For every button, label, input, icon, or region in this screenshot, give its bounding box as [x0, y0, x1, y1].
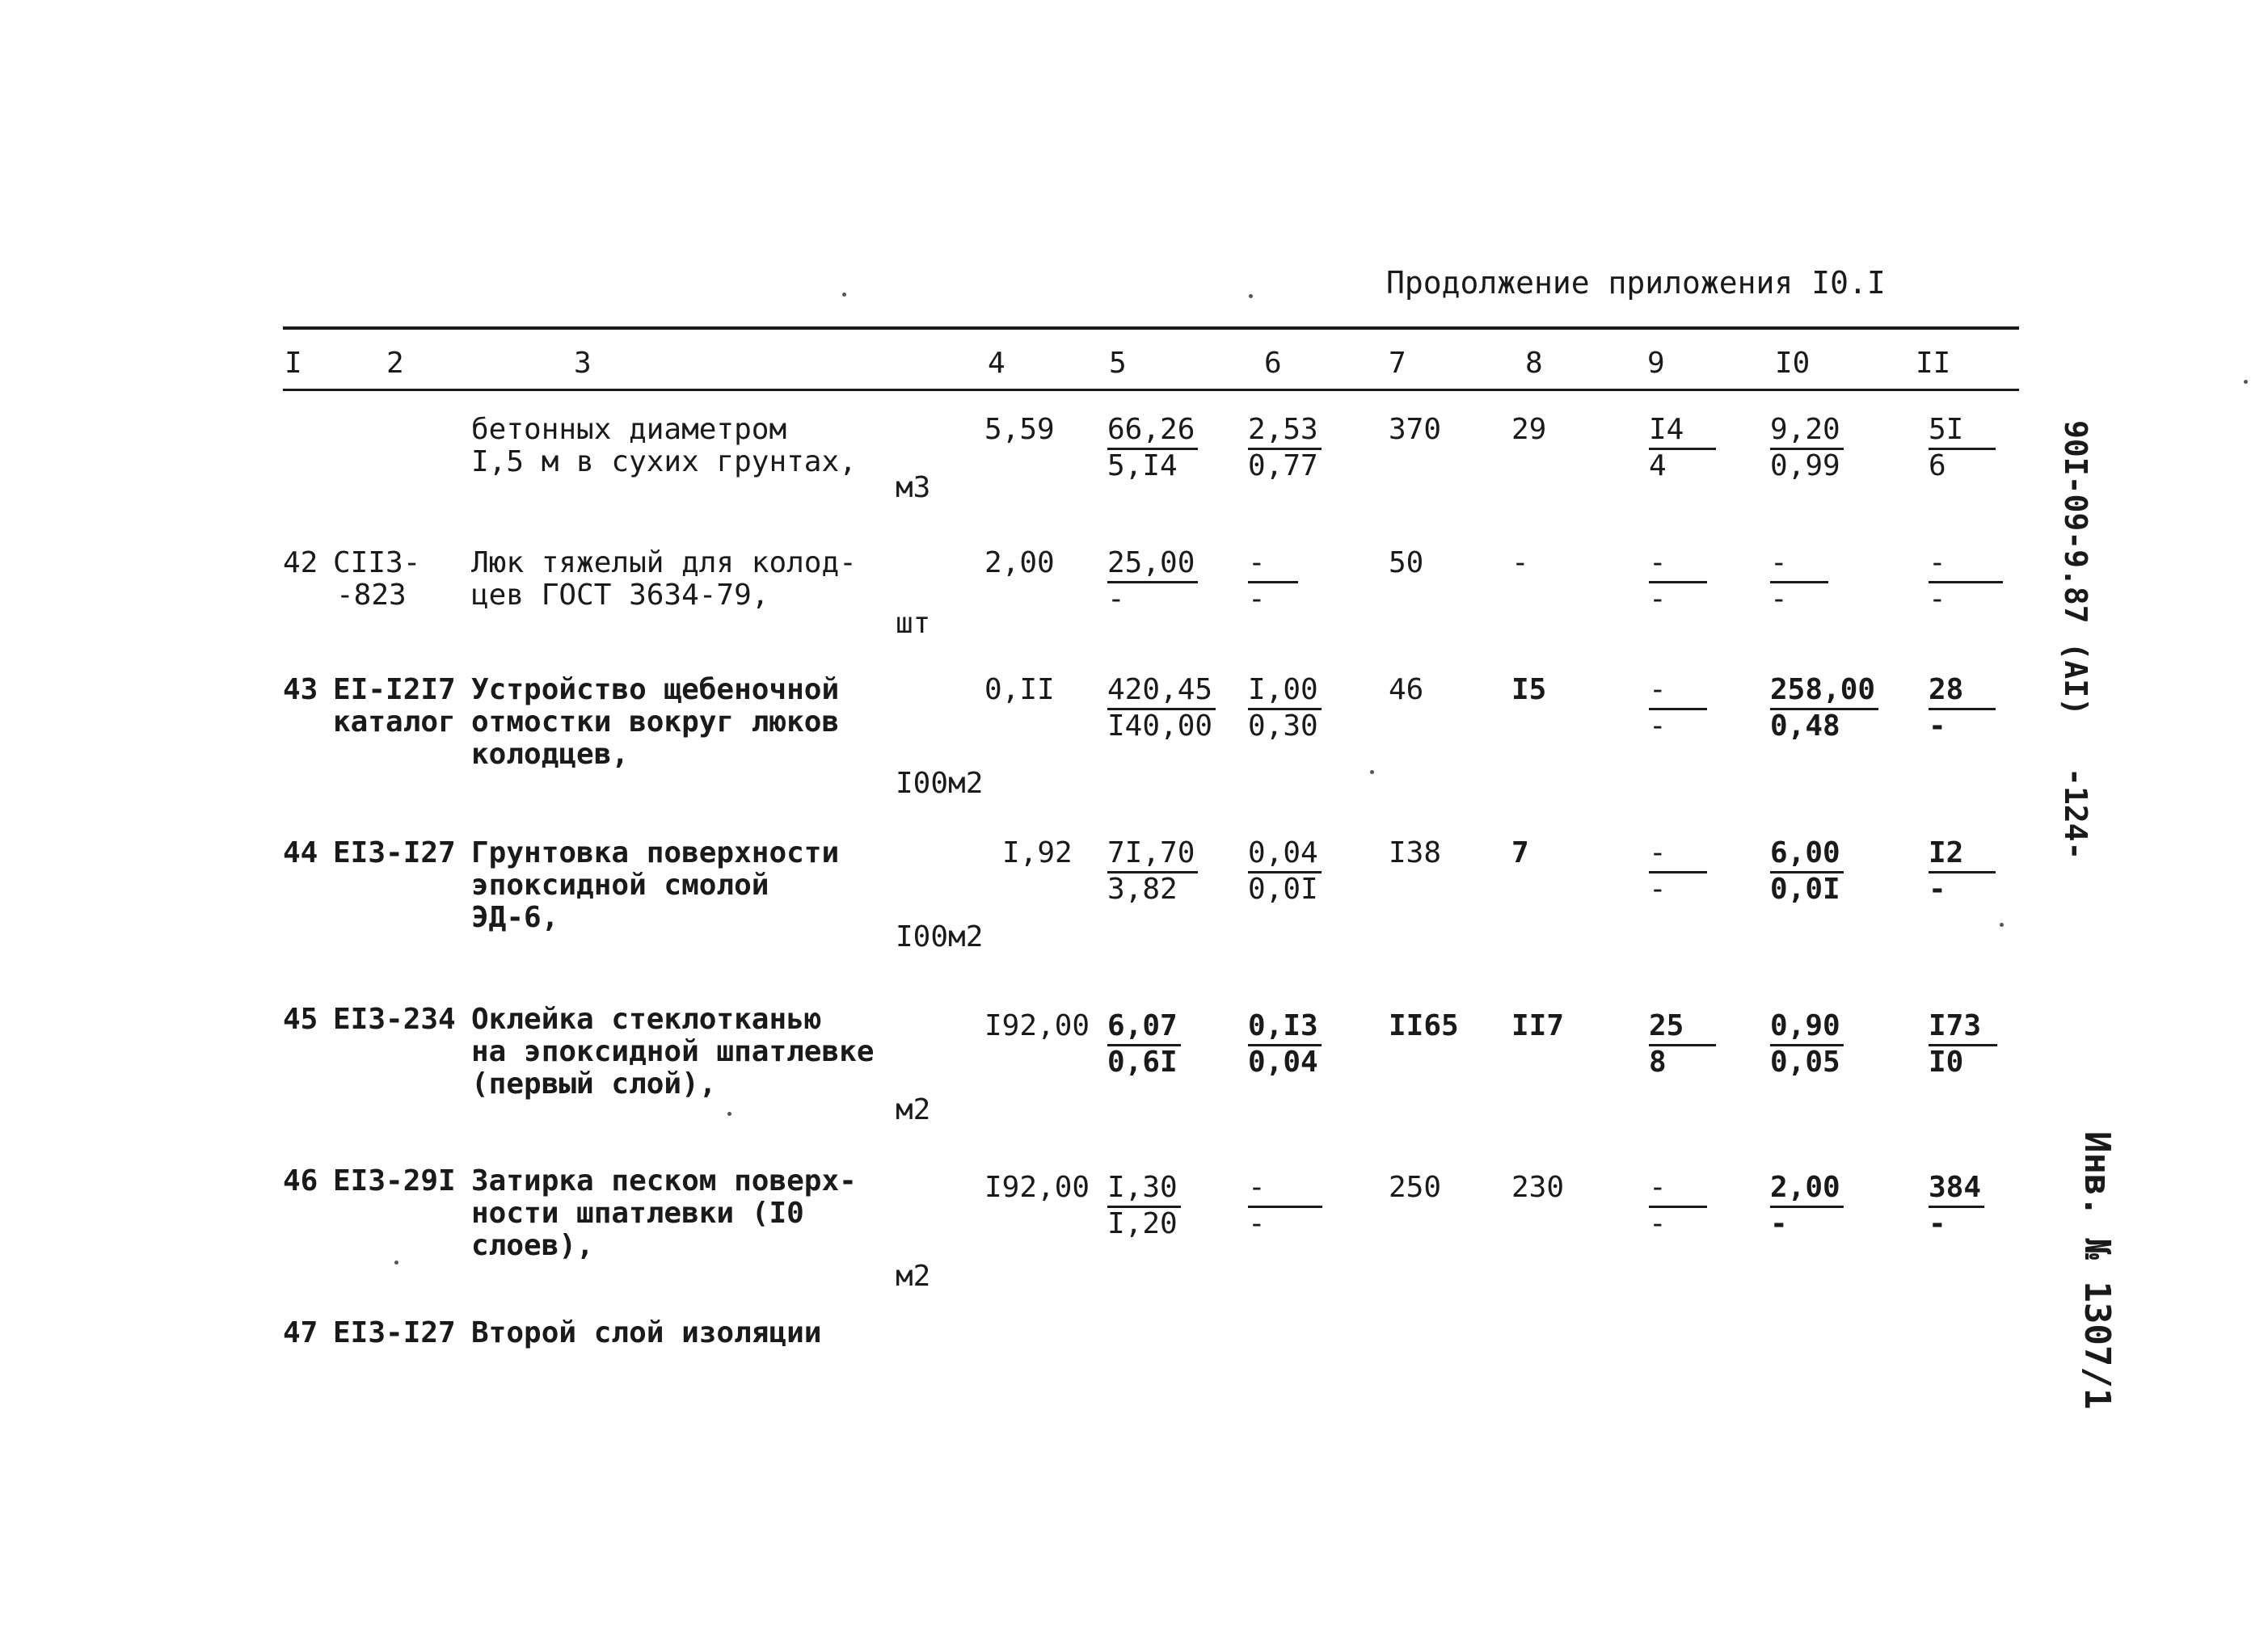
cell-col10: - - — [1770, 547, 1828, 616]
row-code: ЕI3-I27 — [333, 836, 456, 869]
cell-col11: 384 - — [1929, 1172, 1984, 1240]
cell-col10: 2,00 - — [1770, 1172, 1844, 1240]
col-header: II — [1916, 347, 1951, 380]
row-description: Устройство щебеночной отмостки вокруг люков колодцев, — [471, 673, 840, 771]
cell-col5: $\frac{7I,70}{3,82}$ — [1107, 837, 1198, 906]
cell-col7: 370 — [1389, 413, 1442, 446]
col-header: 9 — [1647, 347, 1665, 380]
cell-col8: 7 — [1511, 836, 1529, 869]
cell-col6: $\frac{0,I3}{0,04}$ — [1248, 1010, 1322, 1079]
cell-col9: - - — [1649, 547, 1707, 616]
cell-col5: $\frac{I,30}{I,20}$ — [1107, 1172, 1181, 1240]
col-header: 3 — [574, 347, 592, 380]
row-quantity: I,92 — [1002, 836, 1073, 869]
row-unit: м2 — [896, 1260, 931, 1293]
row-unit: м3 — [896, 471, 931, 504]
page-title: Продолжение приложения I0.I — [1386, 265, 1886, 301]
cell-col5: 25,00 - — [1107, 547, 1198, 616]
scan-speck — [1370, 770, 1374, 774]
row-code: ЕI-I2I7 каталог — [333, 673, 456, 739]
row-description: Люк тяжелый для колод- цев ГОСТ 3634-79, — [471, 546, 857, 612]
cell-col7: 250 — [1389, 1171, 1442, 1204]
header-rule — [283, 389, 2019, 391]
cell-col10: $\frac{258,00}{0,48}$ — [1770, 674, 1878, 743]
col-header: 2 — [386, 347, 404, 380]
cell-col5: $\frac{420,45}{I40,00}$ — [1107, 674, 1216, 743]
col-header: 8 — [1525, 347, 1543, 380]
cell-col11: $\frac{I73}{I0}$ — [1929, 1010, 1997, 1079]
scan-speck — [842, 293, 846, 297]
row-number: 47 — [283, 1316, 318, 1349]
cell-col11: I2 - — [1929, 837, 1996, 906]
row-unit: I00м2 — [896, 920, 984, 953]
row-quantity: 2,00 — [984, 546, 1055, 579]
cell-col7: I38 — [1389, 836, 1442, 869]
cell-col8: II7 — [1511, 1009, 1565, 1042]
cell-col11: $\frac{5I}{6}$ — [1929, 414, 1996, 482]
cell-col7: 50 — [1389, 546, 1424, 579]
scan-speck — [2244, 380, 2248, 384]
col-header: 4 — [988, 347, 1005, 380]
cell-col8: - — [1511, 546, 1529, 579]
cell-col6: - - — [1248, 1172, 1322, 1240]
row-quantity: 5,59 — [984, 413, 1055, 446]
cell-col9: - - — [1649, 674, 1707, 743]
row-description: Грунтовка поверхности эпоксидной смолой ЭД-6, — [471, 836, 840, 934]
col-header: I — [285, 347, 302, 380]
cell-col6: - - — [1248, 547, 1298, 616]
row-unit: м2 — [896, 1093, 931, 1126]
cell-col5: $\frac{66,26}{5,I4}$ — [1107, 414, 1198, 482]
row-description: Затирка песком поверх- ности шпатлевки (I0 слоев), — [471, 1164, 857, 1262]
row-quantity: I92,00 — [984, 1171, 1090, 1204]
top-rule — [283, 326, 2019, 330]
col-header: 7 — [1389, 347, 1406, 380]
cell-col11: 28 - — [1929, 674, 1996, 743]
row-description: Оклейка стеклотканью на эпоксидной шпатлевке (первый слой), — [471, 1003, 875, 1101]
cell-col9: $\frac{25}{8}$ — [1649, 1010, 1716, 1079]
row-code: СII3- -823 — [333, 546, 421, 612]
cell-col10: $\frac{9,20}{0,99}$ — [1770, 414, 1844, 482]
row-number: 42 — [283, 546, 318, 579]
row-description: Второй слой изоляции — [471, 1316, 822, 1349]
cell-col7: II65 — [1389, 1009, 1459, 1042]
cell-col8: 29 — [1511, 413, 1547, 446]
scan-speck — [1249, 294, 1253, 298]
cell-col8: I5 — [1511, 673, 1547, 706]
row-number: 43 — [283, 673, 318, 706]
row-number: 44 — [283, 836, 318, 869]
scan-speck — [727, 1112, 731, 1116]
row-quantity: I92,00 — [984, 1009, 1090, 1042]
cell-col9: - - — [1649, 1172, 1707, 1240]
cell-col6: $\frac{2,53}{0,77}$ — [1248, 414, 1322, 482]
side-document-code: 90I-09-9.87 (АI) — [2058, 420, 2093, 717]
cell-col10: $\frac{0,90}{0,05}$ — [1770, 1010, 1844, 1079]
cell-col10: $\frac{6,00}{0,0I}$ — [1770, 837, 1844, 906]
row-number: 46 — [283, 1164, 318, 1198]
cell-col9: - - — [1649, 837, 1707, 906]
cell-col7: 46 — [1389, 673, 1424, 706]
cell-col8: 230 — [1511, 1171, 1565, 1204]
cell-col6: $\frac{I,00}{0,30}$ — [1248, 674, 1322, 743]
row-unit: шт — [896, 607, 931, 640]
row-code: ЕI3-I27 — [333, 1316, 456, 1349]
col-header: 5 — [1109, 347, 1127, 380]
cell-col11: - - — [1929, 547, 2003, 616]
row-quantity: 0,II — [984, 673, 1055, 706]
row-description: бетонных диаметром I,5 м в сухих грунтах, — [471, 413, 857, 478]
col-header: 6 — [1264, 347, 1282, 380]
cell-col6: $\frac{0,04}{0,0I}$ — [1248, 837, 1322, 906]
row-code: ЕI3-234 — [333, 1003, 456, 1036]
side-inventory-number: Инв. № 1307/1 — [2076, 1131, 2118, 1410]
col-header: I0 — [1775, 347, 1811, 380]
row-unit: I00м2 — [896, 767, 984, 800]
scan-speck — [2000, 923, 2004, 927]
row-code: ЕI3-29I — [333, 1164, 456, 1198]
cell-col9: $\frac{I4}{4}$ — [1649, 414, 1716, 482]
cell-col5: $\frac{6,07}{0,6I}$ — [1107, 1010, 1181, 1079]
side-page-number: -124- — [2058, 768, 2093, 861]
row-number: 45 — [283, 1003, 318, 1036]
scan-speck — [394, 1261, 398, 1265]
